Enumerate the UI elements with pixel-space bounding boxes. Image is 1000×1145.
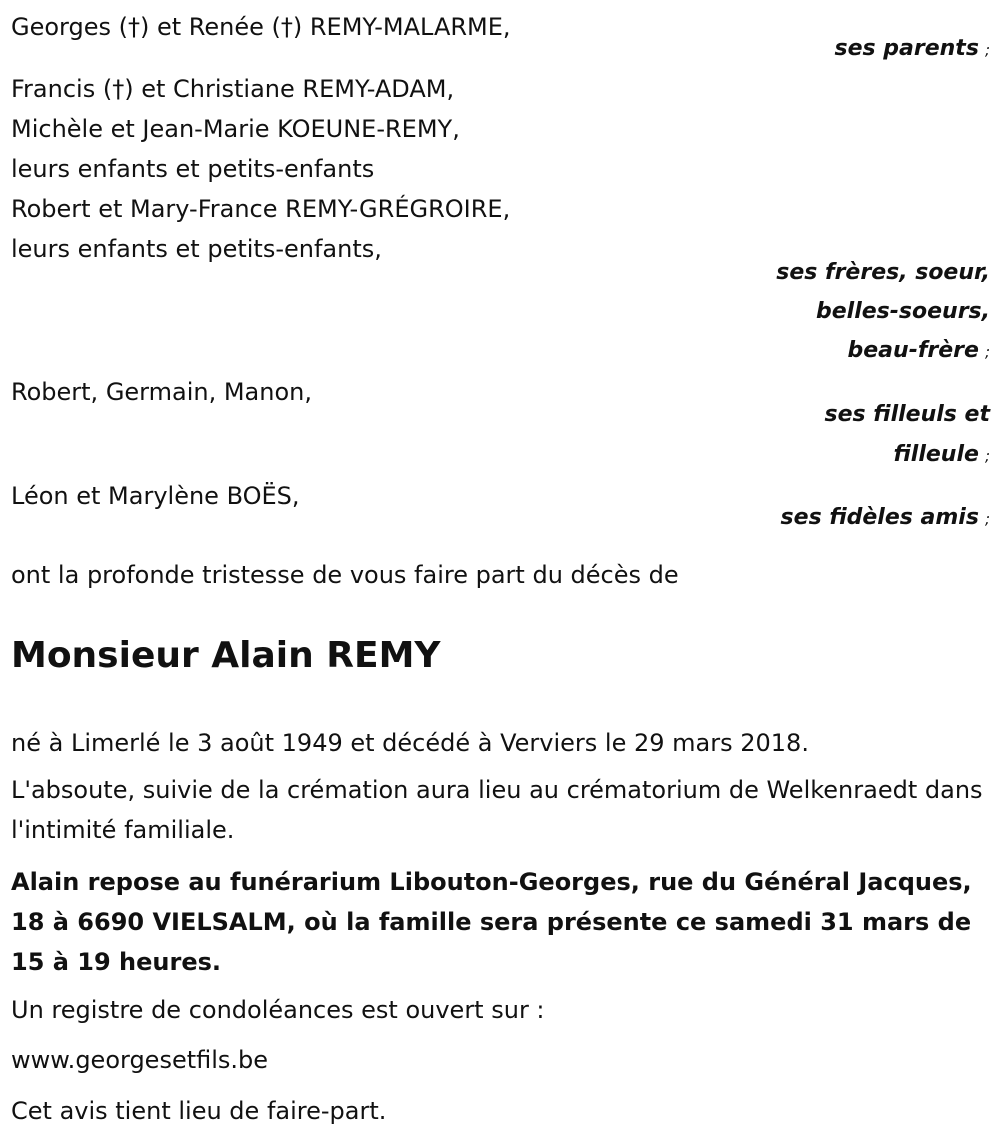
parents-names: Georges (†) et Renée (†) REMY-MALARME, (11, 13, 511, 41)
birth-death-text: né à Limerlé le 3 août 1949 et décédé à Verviers le 29 mars 2018. (11, 729, 809, 757)
sibling-line: Michèle et Jean-Marie KOEUNE-REMY, (11, 115, 460, 143)
sibling-line: Robert et Mary-France REMY-GRÉGROIRE, (11, 195, 511, 223)
website-link[interactable]: www.georgesetfils.be (11, 1046, 269, 1074)
semicolon: ; (984, 510, 990, 528)
sibling-line: Francis (†) et Christiane REMY-ADAM, (11, 75, 455, 103)
visitation-text: Alain repose au funérarium Libouton-Georges, rue du Général Jacques, 18 à 6690 VIELSALM, où la famille sera présente ce samedi 31 mars de 15 à 19 heures. (11, 868, 972, 976)
friends-role (781, 503, 990, 534)
semicolon: ; (984, 343, 990, 361)
ceremony-text: L'absoute, suivie de la crémation aura lieu au crématorium de Welkenraedt dans l'intimité familiale. (11, 776, 983, 844)
siblings-role-line (848, 336, 990, 367)
godchildren-role-line (893, 440, 990, 471)
closing-text: Cet avis tient lieu de faire-part. (11, 1097, 387, 1125)
deceased-name: Monsieur Alain REMY (11, 635, 441, 676)
godchildren-role-label: filleule (893, 442, 979, 467)
announcement-text: ont la profonde tristesse de vous faire part du décès de (11, 561, 679, 589)
parents-role (835, 34, 990, 65)
siblings-role-label: beau-frère (847, 338, 979, 363)
friends-role-label: ses fidèles amis (780, 505, 979, 530)
sibling-line: leurs enfants et petits-enfants, (11, 235, 382, 263)
semicolon: ; (984, 41, 990, 59)
sibling-line: leurs enfants et petits-enfants (11, 155, 375, 183)
parents-role-label: ses parents (834, 36, 979, 61)
siblings-role-line: belles-soeurs, (816, 299, 990, 324)
godchildren-names: Robert, Germain, Manon, (11, 378, 312, 406)
semicolon: ; (984, 447, 990, 465)
godchildren-role-line: ses filleuls et (824, 402, 990, 427)
siblings-role-line: ses frères, soeur, (776, 260, 990, 285)
condolences-intro: Un registre de condoléances est ouvert sur : (11, 996, 545, 1024)
friends-names: Léon et Marylène BOËS, (11, 482, 300, 510)
